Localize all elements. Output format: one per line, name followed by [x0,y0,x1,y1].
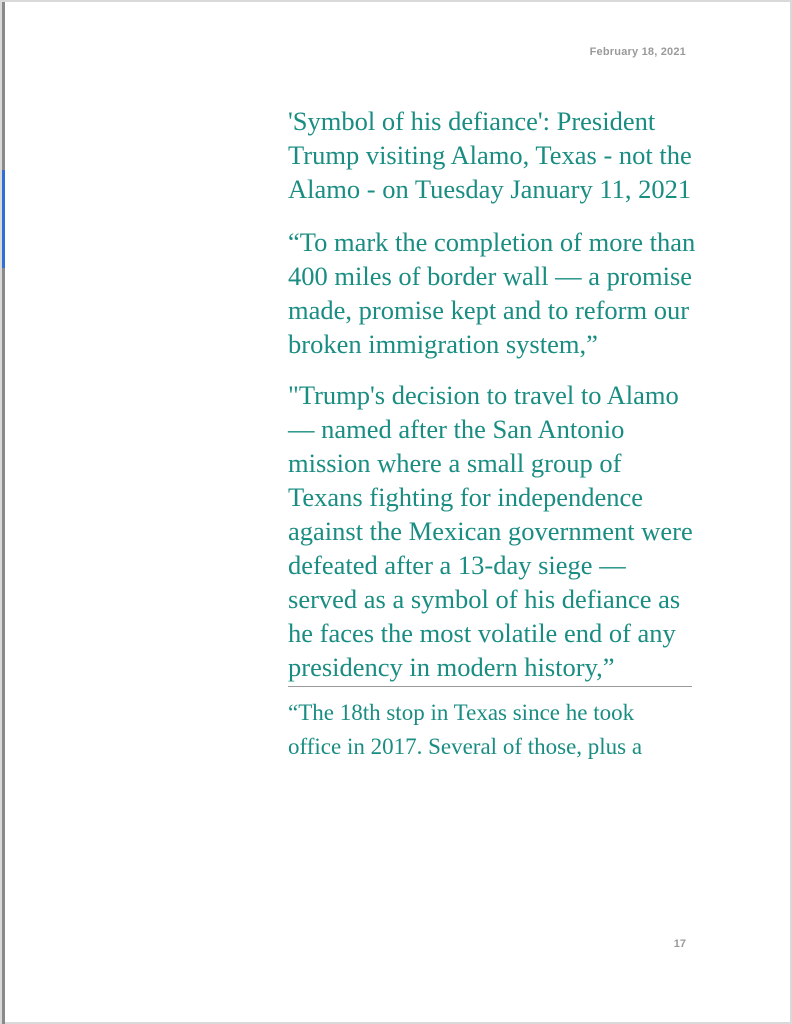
paragraph-texas-stop: “The 18th stop in Texas since he took office in 2017. Several of those, plus a [288,700,643,759]
divider-rule [288,686,692,687]
paragraph-quote-alamo: "Trump's decision to travel to Alamo — named after the San Antonio mission where a small group of Texans fighting for independence against the Mexican government were defeated after a 13-day siege — served as a symbol of his defiance as he faces the most volatile end of any presidency in modern history,” [288,380,693,682]
left-edge-highlight [2,170,5,268]
paragraph-quote-border-wall: “To mark the completion of more than 400 miles of border wall — a promise made, promise kept and to reform our broken immigration system,” [288,227,696,359]
left-edge-strip [2,2,5,1024]
article-body [288,104,698,764]
page-number: 17 [673,938,686,950]
page-date: February 18, 2021 [589,46,686,58]
paragraph-title: 'Symbol of his defiance': President Trump visiting Alamo, Texas - not the Alamo - on Tuesday January 11, 2021 [288,106,692,204]
